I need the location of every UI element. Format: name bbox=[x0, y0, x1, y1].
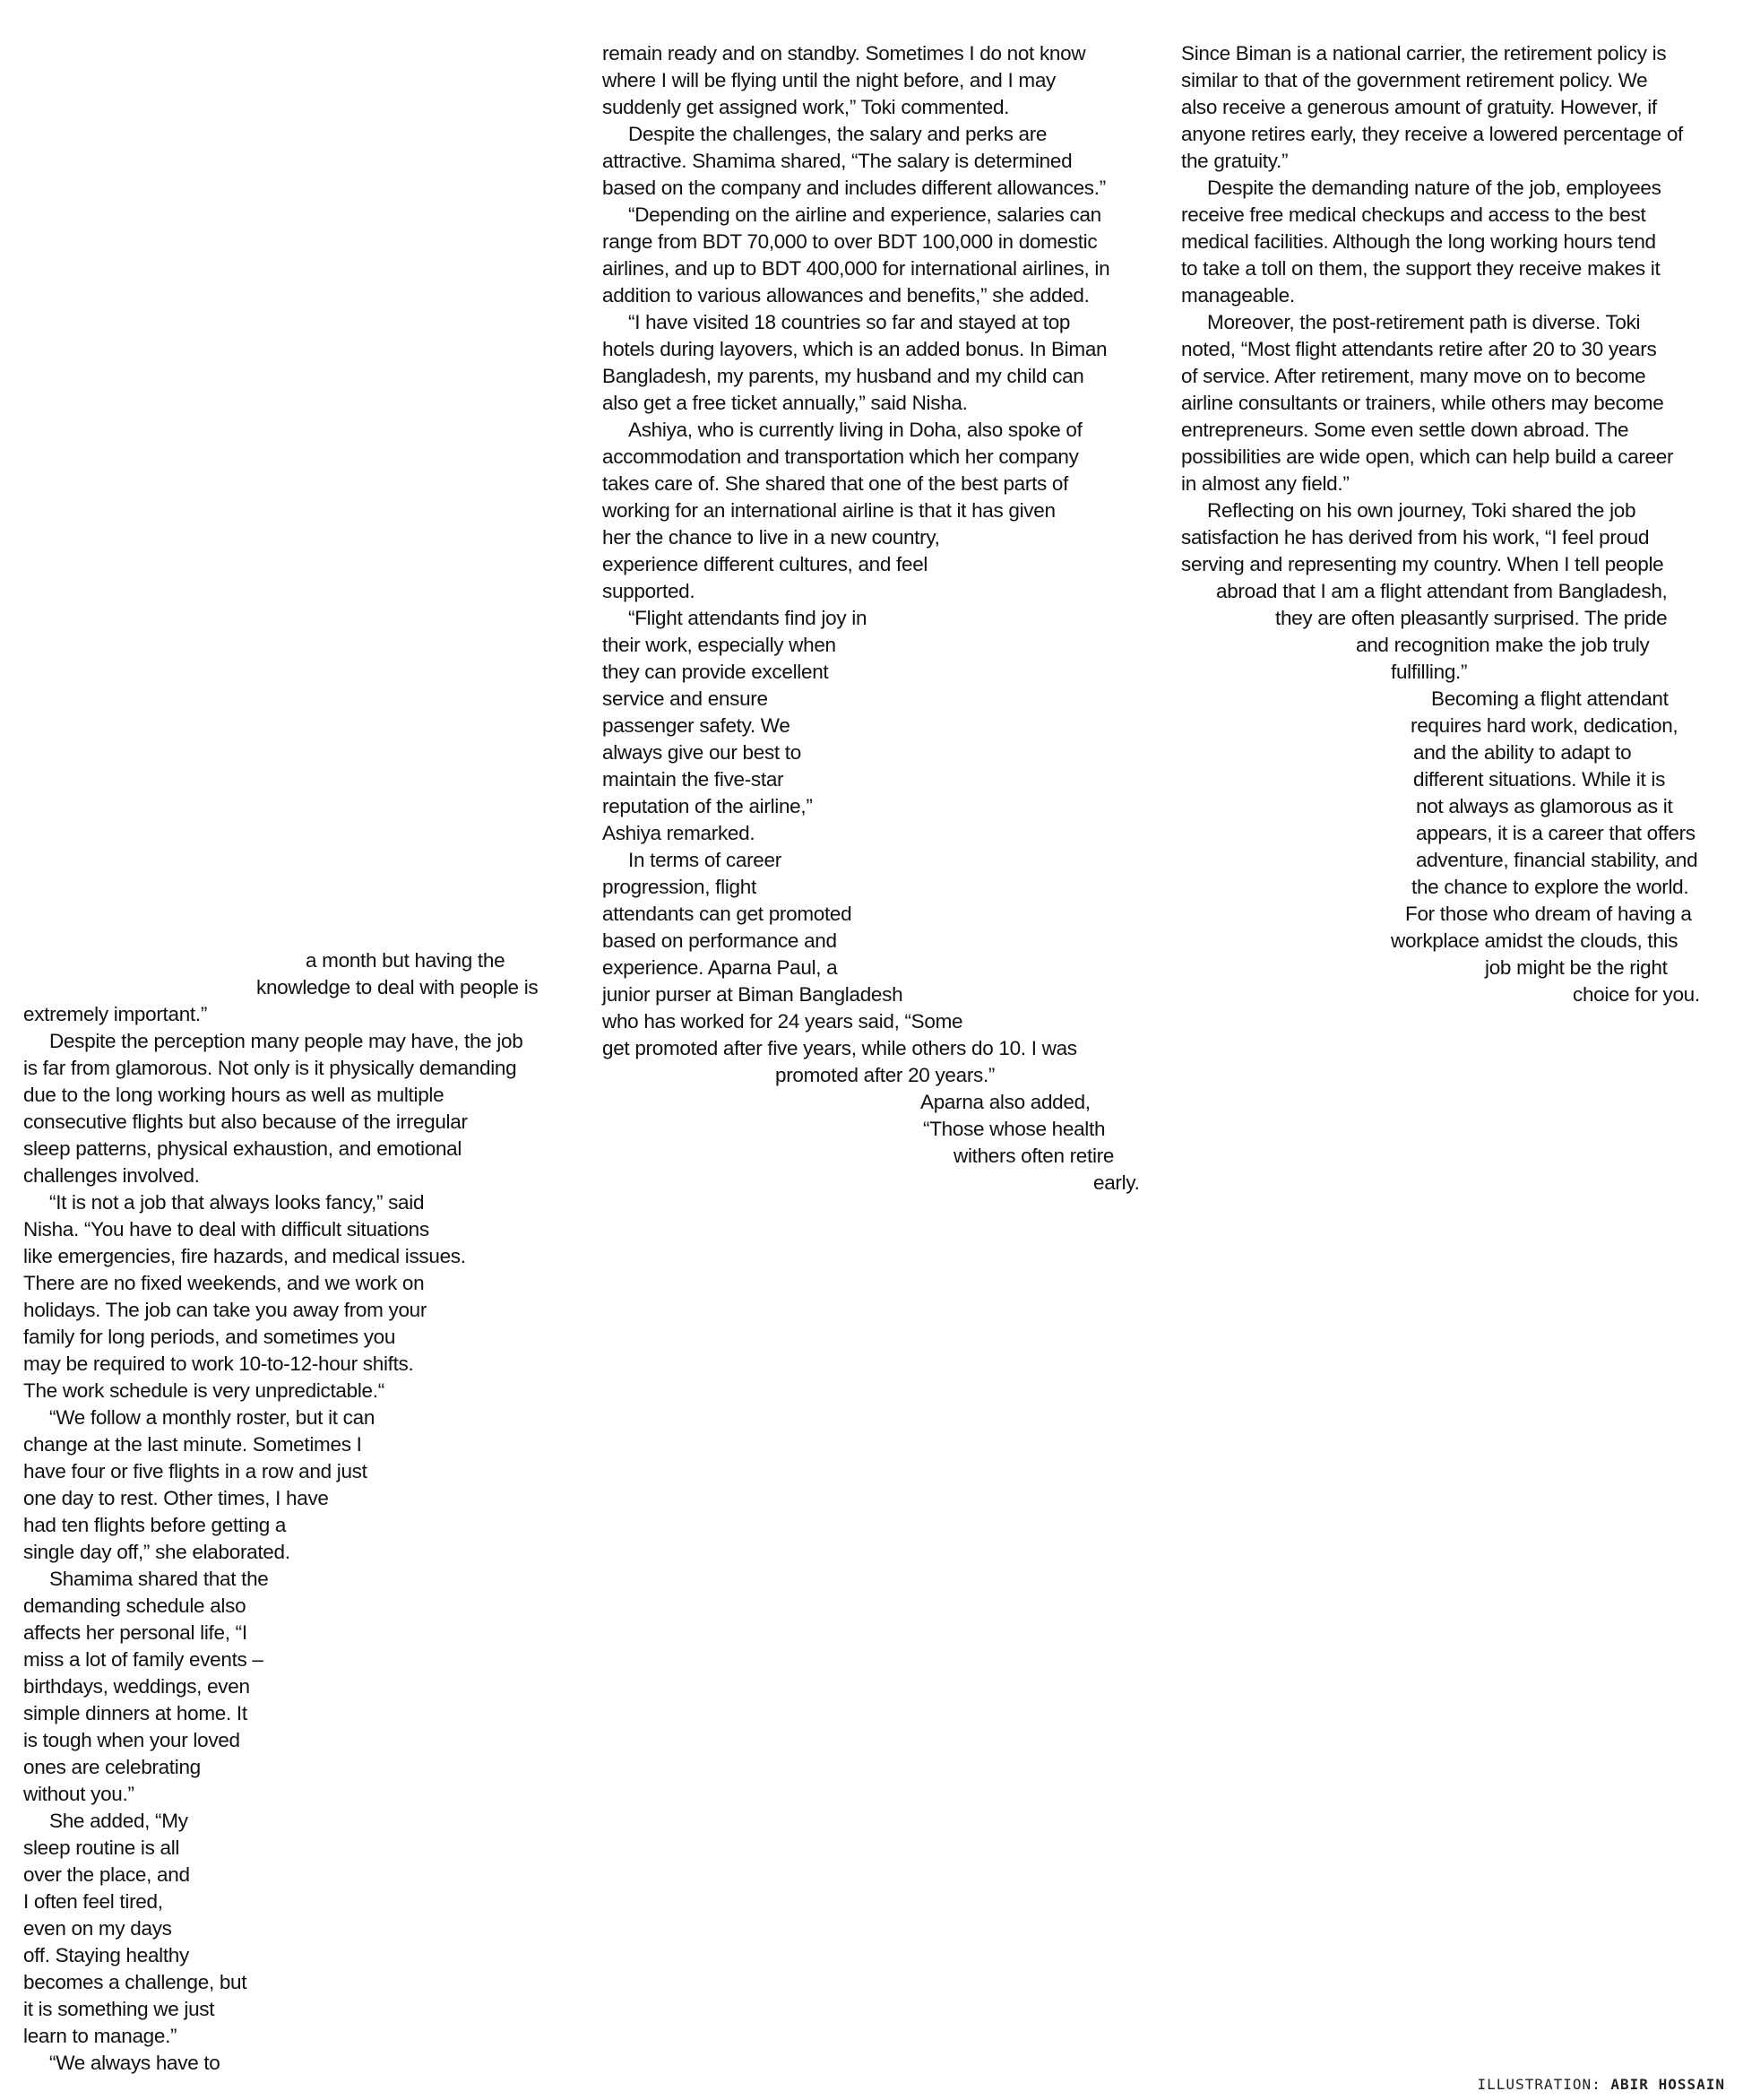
text-line: had ten flights before getting a bbox=[23, 1514, 287, 1536]
text-line: where I will be flying until the night before, and I may bbox=[602, 69, 1056, 91]
text-line: entrepreneurs. Some even settle down abroad. The bbox=[1181, 419, 1629, 441]
text-line: it is something we just bbox=[23, 1998, 215, 2020]
text-line: extremely important.” bbox=[23, 1003, 208, 1025]
text-line: serving and representing my country. When I tell people bbox=[1181, 553, 1664, 575]
text-line: For those who dream of having a bbox=[1405, 903, 1692, 925]
text-line: Nisha. “You have to deal with difficult situations bbox=[23, 1218, 429, 1240]
text-line: even on my days bbox=[23, 1917, 172, 1940]
text-line: receive free medical checkups and access to the best bbox=[1181, 203, 1646, 226]
text-line: junior purser at Biman Bangladesh bbox=[602, 983, 903, 1006]
text-line: have four or five flights in a row and just bbox=[23, 1460, 367, 1482]
credit-label: ILLUSTRATION: bbox=[1477, 2076, 1601, 2093]
text-line: birthdays, weddings, even bbox=[23, 1675, 250, 1698]
text-line: off. Staying healthy bbox=[23, 1944, 189, 1966]
text-line: consecutive flights but also because of the irregular bbox=[23, 1110, 468, 1133]
text-line: holidays. The job can take you away from your bbox=[23, 1299, 427, 1321]
text-line: In terms of career bbox=[628, 849, 781, 871]
text-line: workplace amidst the clouds, this bbox=[1391, 929, 1678, 952]
text-line: noted, “Most flight attendants retire after 20 to 30 years bbox=[1181, 338, 1657, 360]
text-line: is far from glamorous. Not only is it physically demanding bbox=[23, 1057, 517, 1079]
text-line: they are often pleasantly surprised. The pride bbox=[1275, 607, 1668, 629]
text-line: job might be the right bbox=[1485, 956, 1668, 979]
text-line: get promoted after five years, while others do 10. I was bbox=[602, 1037, 1077, 1059]
text-line: Bangladesh, my parents, my husband and my child can bbox=[602, 365, 1084, 387]
text-line: Ashiya remarked. bbox=[602, 822, 755, 844]
text-line: like emergencies, fire hazards, and medical issues. bbox=[23, 1245, 466, 1267]
text-line: and the ability to adapt to bbox=[1413, 741, 1632, 764]
text-line: Despite the perception many people may have, the job bbox=[49, 1030, 523, 1052]
text-line: attractive. Shamima shared, “The salary is determined bbox=[602, 150, 1073, 172]
text-line: similar to that of the government retirement policy. We bbox=[1181, 69, 1648, 91]
text-line: simple dinners at home. It bbox=[23, 1702, 247, 1724]
text-line: their work, especially when bbox=[602, 634, 836, 656]
text-line: based on performance and bbox=[602, 929, 837, 952]
text-line: “We always have to bbox=[49, 2052, 220, 2074]
text-line: The work schedule is very unpredictable.“ bbox=[23, 1379, 384, 1402]
text-line: Shamima shared that the bbox=[49, 1568, 269, 1590]
text-line: “Depending on the airline and experience, salaries can bbox=[628, 203, 1101, 226]
text-line: the chance to explore the world. bbox=[1411, 876, 1689, 898]
text-line: There are no fixed weekends, and we work on bbox=[23, 1272, 425, 1294]
text-line: “Flight attendants find joy in bbox=[628, 607, 867, 629]
text-line: of service. After retirement, many move on to become bbox=[1181, 365, 1646, 387]
text-line: miss a lot of family events – bbox=[23, 1648, 263, 1671]
text-line: sleep routine is all bbox=[23, 1836, 180, 1859]
text-line: airlines, and up to BDT 400,000 for international airlines, in bbox=[602, 257, 1110, 280]
text-line: change at the last minute. Sometimes I bbox=[23, 1433, 362, 1456]
credit-name: ABIR HOSSAIN bbox=[1610, 2076, 1725, 2093]
text-line: adventure, financial stability, and bbox=[1416, 849, 1698, 871]
text-line: addition to various allowances and benefits,” she added. bbox=[602, 284, 1090, 307]
text-line: without you.” bbox=[23, 1783, 134, 1805]
text-line: fulfilling.” bbox=[1391, 661, 1468, 683]
text-line: is tough when your loved bbox=[23, 1729, 240, 1751]
text-line: always give our best to bbox=[602, 741, 801, 764]
text-line: demanding schedule also bbox=[23, 1594, 246, 1617]
text-line: knowledge to deal with people is bbox=[256, 976, 539, 998]
text-line: becomes a challenge, but bbox=[23, 1971, 247, 1993]
text-line: Since Biman is a national carrier, the retirement policy is bbox=[1181, 42, 1667, 65]
text-line: maintain the five-star bbox=[602, 768, 784, 791]
text-line: anyone retires early, they receive a lowered percentage of bbox=[1181, 123, 1684, 145]
text-line: sleep patterns, physical exhaustion, and emotional bbox=[23, 1137, 462, 1160]
text-line: She added, “My bbox=[49, 1810, 188, 1832]
text-line: Reflecting on his own journey, Toki shared the job bbox=[1207, 499, 1636, 522]
text-line: possibilities are wide open, which can help build a career bbox=[1181, 445, 1674, 468]
text-line: Despite the challenges, the salary and perks are bbox=[628, 123, 1048, 145]
text-line: Aparna also added, bbox=[920, 1091, 1091, 1113]
text-line: based on the company and includes different allowances.” bbox=[602, 177, 1106, 199]
text-line: supported. bbox=[602, 580, 695, 602]
text-line: progression, flight bbox=[602, 876, 756, 898]
text-line: ones are celebrating bbox=[23, 1756, 201, 1778]
text-line: “Those whose health bbox=[923, 1118, 1106, 1140]
text-line: a month but having the bbox=[306, 949, 505, 972]
text-line: attendants can get promoted bbox=[602, 903, 852, 925]
text-line: medical facilities. Although the long working hours tend bbox=[1181, 230, 1656, 253]
text-line: satisfaction he has derived from his work, “I feel proud bbox=[1181, 526, 1650, 549]
text-line: I often feel tired, bbox=[23, 1890, 163, 1913]
text-line: suddenly get assigned work,” Toki commented. bbox=[602, 96, 1010, 118]
article-column-1 bbox=[23, 947, 538, 2077]
text-line: airline consultants or trainers, while others may become bbox=[1181, 392, 1664, 414]
illustration-credit bbox=[1478, 2076, 1725, 2093]
text-line: affects her personal life, “I bbox=[23, 1621, 247, 1644]
text-line: choice for you. bbox=[1573, 983, 1700, 1006]
text-line: abroad that I am a flight attendant from Bangladesh, bbox=[1216, 580, 1668, 602]
text-line: may be required to work 10-to-12-hour shifts. bbox=[23, 1352, 414, 1375]
text-line: one day to rest. Other times, I have bbox=[23, 1487, 329, 1509]
text-line: learn to manage.” bbox=[23, 2025, 177, 2047]
text-line: single day off,” she elaborated. bbox=[23, 1541, 290, 1563]
article-column-2 bbox=[602, 40, 1140, 1197]
text-line: the gratuity.” bbox=[1181, 150, 1289, 172]
text-line: “We follow a monthly roster, but it can bbox=[49, 1406, 375, 1429]
text-line: different situations. While it is bbox=[1413, 768, 1666, 791]
text-line: range from BDT 70,000 to over BDT 100,000 in domestic bbox=[602, 230, 1098, 253]
text-line: accommodation and transportation which her company bbox=[602, 445, 1079, 468]
text-line: Moreover, the post-retirement path is diverse. Toki bbox=[1207, 311, 1641, 333]
text-line: experience different cultures, and feel bbox=[602, 553, 928, 575]
text-line: “I have visited 18 countries so far and stayed at top bbox=[628, 311, 1071, 333]
text-line: requires hard work, dedication, bbox=[1411, 714, 1678, 737]
text-line: over the place, and bbox=[23, 1863, 190, 1886]
text-line: they can provide excellent bbox=[602, 661, 829, 683]
text-line: “It is not a job that always looks fancy,” said bbox=[49, 1191, 425, 1214]
text-line: to take a toll on them, the support they receive makes it bbox=[1181, 257, 1661, 280]
text-line: working for an international airline is that it has given bbox=[602, 499, 1056, 522]
text-line: also get a free ticket annually,” said Nisha. bbox=[602, 392, 968, 414]
text-line: reputation of the airline,” bbox=[602, 795, 813, 817]
article-column-3 bbox=[1181, 40, 1700, 1008]
text-line: appears, it is a career that offers bbox=[1416, 822, 1696, 844]
text-line: withers often retire bbox=[953, 1145, 1115, 1167]
text-line: Despite the demanding nature of the job, employees bbox=[1207, 177, 1661, 199]
text-line: also receive a generous amount of gratuity. However, if bbox=[1181, 96, 1657, 118]
text-line: due to the long working hours as well as multiple bbox=[23, 1084, 444, 1106]
text-line: service and ensure bbox=[602, 687, 768, 710]
text-line: and recognition make the job truly bbox=[1356, 634, 1650, 656]
text-line: family for long periods, and sometimes you bbox=[23, 1326, 396, 1348]
text-line: takes care of. She shared that one of the best parts of bbox=[602, 472, 1069, 495]
text-line: experience. Aparna Paul, a bbox=[602, 956, 838, 979]
text-line: hotels during layovers, which is an added bonus. In Biman bbox=[602, 338, 1108, 360]
text-line: who has worked for 24 years said, “Some bbox=[602, 1010, 963, 1033]
text-line: not always as glamorous as it bbox=[1416, 795, 1673, 817]
text-line: Ashiya, who is currently living in Doha, also spoke of bbox=[628, 419, 1083, 441]
text-line: in almost any field.” bbox=[1181, 472, 1350, 495]
text-line: her the chance to live in a new country, bbox=[602, 526, 940, 549]
text-line: remain ready and on standby. Sometimes I do not know bbox=[602, 42, 1086, 65]
text-line: early. bbox=[1093, 1171, 1140, 1194]
text-line: passenger safety. We bbox=[602, 714, 790, 737]
text-line: manageable. bbox=[1181, 284, 1295, 307]
text-line: challenges involved. bbox=[23, 1164, 200, 1187]
text-line: promoted after 20 years.” bbox=[775, 1064, 996, 1086]
text-line: Becoming a flight attendant bbox=[1431, 687, 1669, 710]
